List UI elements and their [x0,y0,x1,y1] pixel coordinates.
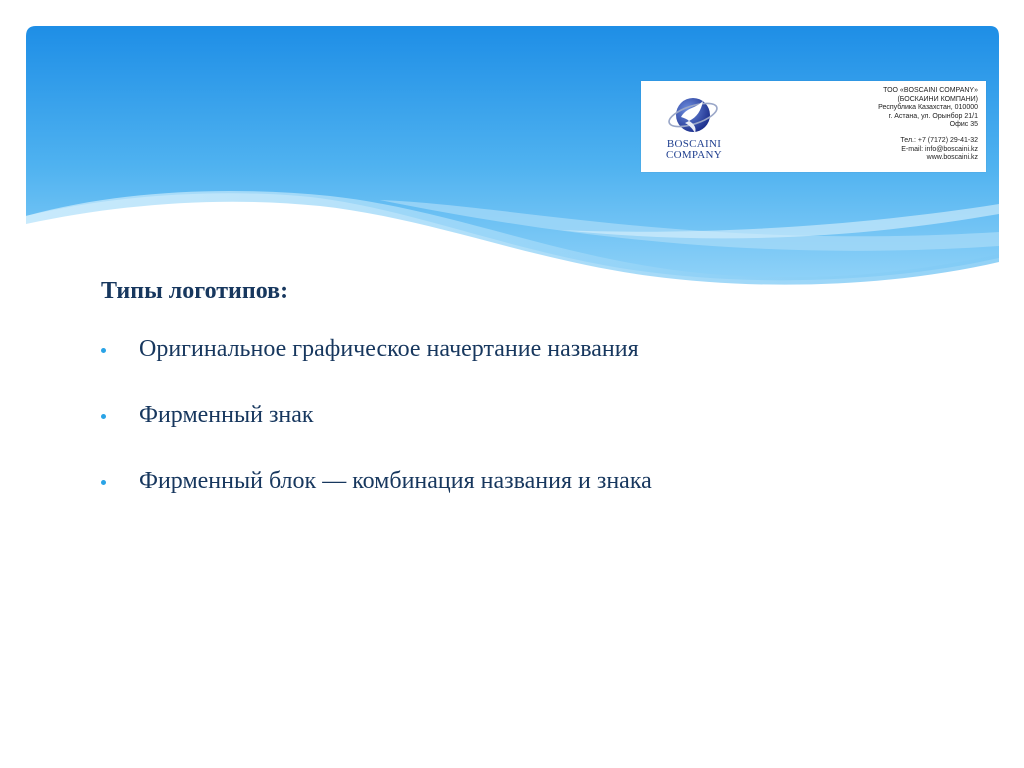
logo-word-line1: BOSCAINI [666,138,722,150]
company-logo-card [641,81,986,172]
contact-line: ТОО «BOSCAINI COMPANY» [883,87,978,94]
slide-heading: Типы логотипов: [101,278,289,304]
contact-line: Офис 35 [949,121,978,129]
contact-line: (БОСКАИНИ КОМПАНИ) [897,95,978,103]
contact-line: Республика Казахстан, 010000 [878,104,978,112]
globe-dove-icon [659,87,729,143]
list-item [101,401,961,467]
bullet-list [101,335,961,533]
bullet-icon [101,348,106,353]
list-item [101,467,961,533]
bullet-icon [101,480,106,485]
company-contact-info [778,87,978,163]
list-item-text: Оригинальное графическое начертание названия [139,336,639,362]
contact-phone: Тел.: +7 (7172) 29-41-32 [900,136,978,144]
contact-email: E-mail: info@boscaini.kz [901,145,978,153]
bullet-icon [101,414,106,419]
logo-wordmark [659,139,729,161]
list-item-text: Фирменный блок — комбинация названия и знака [139,468,652,494]
list-item-text: Фирменный знак [139,402,314,428]
slide-content [101,278,961,533]
logo-word-line2: COMPANY [665,149,723,161]
contact-line: г. Астана, ул. Орынбор 21/1 [888,112,978,120]
contact-website: www.boscaini.kz [926,154,978,162]
list-item [101,335,961,401]
